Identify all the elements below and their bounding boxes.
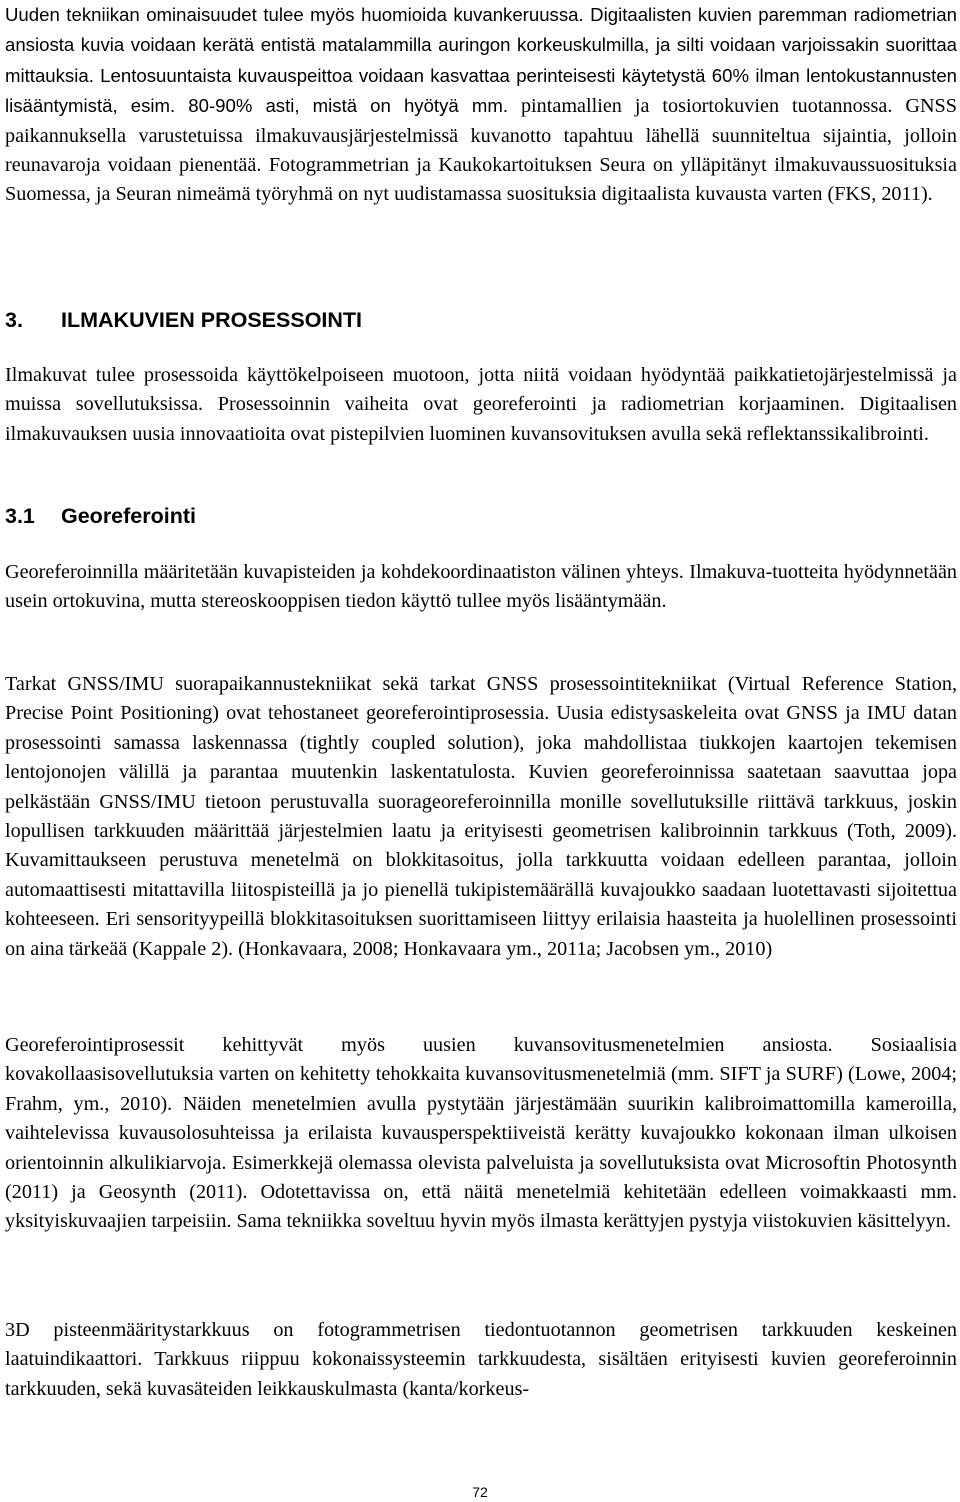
intro-paragraph [5,0,957,210]
section-3-1-number: 3.1 [5,504,35,528]
intro-text-sans: Uuden tekniikan ominaisuudet tulee myös huomioida kuvankeruussa. Digitaalisten kuvien paremman radiometrian ansiosta kuvia voidaan kerätä entistä matalammilla auringon korkeuskulmilla, ja silti voidaan varjoissakin suorittaa mittauksia. Lentosuuntaista kuvauspeittoa voidaan kasvattaa perinteisesti käytetystä 60% ilman lentokustannusten lisääntymistä, esim. 80-90% asti, mistä on hyötyä mm. [5,4,957,117]
intro-text-serif: pintamallien ja tosiortokuvien tuotannossa. GNSS paikannuksella varustetuissa ilmakuvausjärjestelmissä kuvanotto tapahtuu lähellä suunniteltua sijaintia, jolloin reunavaroja voidaan pienentää. Fotogrammetrian ja Kaukokartoituksen Seura on ylläpitänyt ilmakuvaussuosituksia Suomessa, ja Seuran nimeämä työryhmä on nyt uudistamassa suosituksia digitaalista kuvausta varten (FKS, 2011). [5,95,957,206]
section-3-body: Ilmakuvat tulee prosessoida käyttökelpoiseen muotoon, jotta niitä voidaan hyödyntää paikkatietojärjestelmissä ja muissa sovellutuksissa. Prosessoinnin vaiheita ovat georeferointi ja radiometrian korjaaminen. Digitaalisen ilmakuvauksen uusia innovaatioita ovat pistepilvien luominen kuvansovituksen avulla sekä reflektanssikalibrointi. [5,364,957,445]
section-3-1-heading [5,503,196,529]
section-3-1-paragraph-1: Georeferoinnilla määritetään kuvapisteiden ja kohdekoordinaatiston välinen yhteys. Ilmakuva-tuotteita hyödynnetään usein ortokuvina, mutta stereoskooppisen tiedon käyttö tullee myös lisääntymään. [5,561,957,613]
section-3-title: ILMAKUVIEN PROSESSOINTI [61,308,363,332]
page-number: 72 [472,1484,488,1500]
section-3-number: 3. [5,308,23,332]
section-3-heading [5,307,362,333]
section-3-1-paragraph-4: 3D pisteenmääritystarkkuus on fotogrammetrisen tiedontuotannon geometrisen tarkkuuden keskeinen laatuindikaattori. Tarkkuus riippuu kokonaissysteemin tarkkuudesta, sisältäen erityisesti kuvien georeferoinnin tarkkuuden, sekä kuvasäteiden leikkauskulmasta (kanta/korkeus- [5,1319,957,1400]
section-3-1-paragraph-2: Tarkat GNSS/IMU suorapaikannustekniikat sekä tarkat GNSS prosessointitekniikat (Virtual Reference Station, Precise Point Positioning) ovat tehostaneet georeferointiprosessia. Uusia edistysaskeleita ovat GNSS ja IMU datan prosessointi samassa laskennassa (tightly coupled solution), joka mahdollistaa tiukkojen kaartojen tekemisen lentojonojen välillä ja parantaa muutenkin laskentatulosta. Kuvien georeferoinnissa saatetaan saavuttaa jopa pelkästään GNSS/IMU tietoon perustuvalla suorageoreferoinnilla monille sovellutuksille riittävä tarkkuus, joskin lopullisen tarkkuuden määrittää järjestelmien laatu ja erityisesti geometrisen kalibroinnin tarkkuus (Toth, 2009). Kuvamittaukseen perustuva menetelmä on blokkitasoitus, jolla tarkkuutta voidaan edelleen parantaa, jolloin automaattisesti mitattavilla liitospisteillä ja jo pienellä tukipistemäärällä kuvajoukko saadaan luotettavasti sijoitettua kohteeseen. Eri sensorityypeillä blokkitasoituksen suorittamiseen liittyy erilaisia haasteita ja huolellinen prosessointi on aina tärkeää (Kappale 2). (Honkavaara, 2008; Honkavaara ym., 2011a; Jacobsen ym., 2010) [5,673,957,960]
section-3-1-paragraph-3: Georeferointiprosessit kehittyvät myös uusien kuvansovitusmenetelmien ansiosta. Sosiaalisia kovakollaasisovellutuksia varten on kehitetty tehokkaita kuvansovitusmenetelmiä (mm. SIFT ja SURF) (Lowe, 2004; Frahm, ym., 2010). Näiden menetelmien avulla pystytään järjestämään suurikin kalibroimattomilla kameroilla, vaihtelevissa kuvausolosuhteissa ja erilaista kuvausperspektiiveistä kerätty kuvajoukko kokonaan ilman ulkoisen orientoinnin alkulikiarvoja. Esimerkkejä olemassa olevista palveluista ja sovellutuksista ovat Microsoftin Photosynth (2011) ja Geosynth (2011). Odotettavissa on, että näitä menetelmiä kehitetään edelleen voimakkaasti mm. yksityiskuvaajien tarpeisiin. Sama tekniikka soveltuu hyvin myös ilmasta kerättyjen pystyja viistokuvien käsittelyyn. [5,1034,957,1233]
section-3-1-title: Georeferointi [61,504,196,528]
